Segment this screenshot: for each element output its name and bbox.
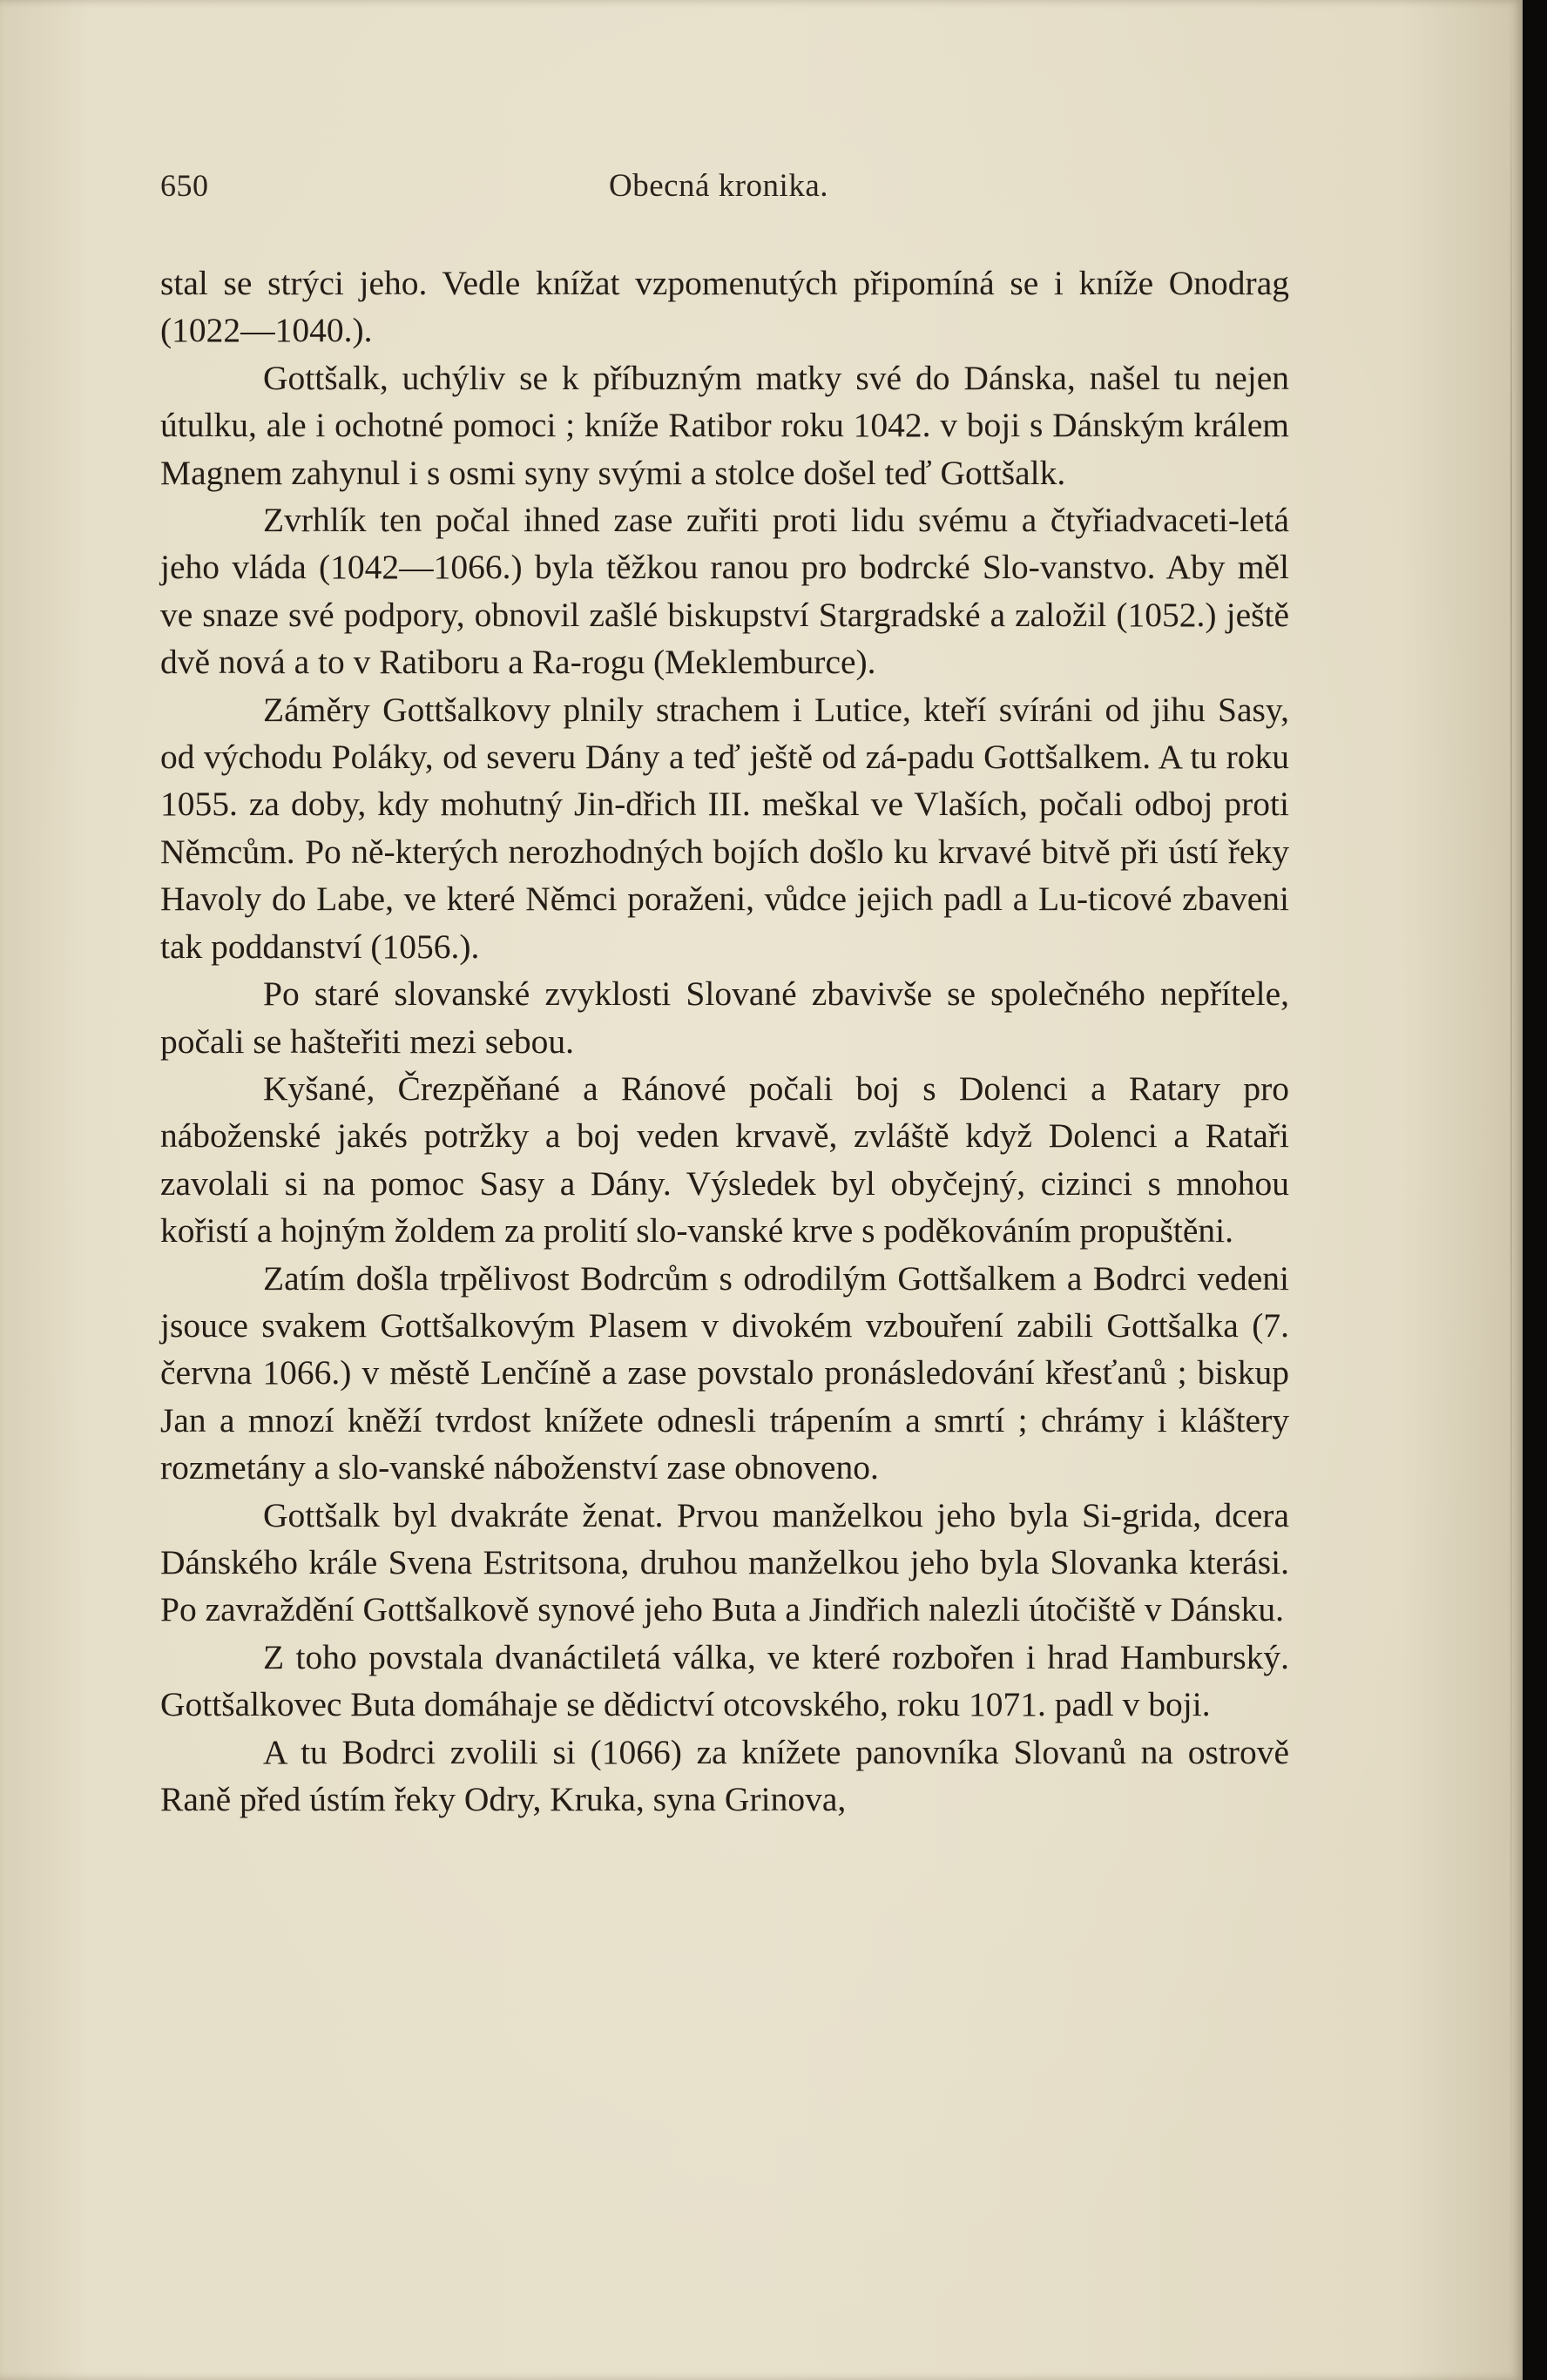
paragraph: Gottšalk, uchýliv se k příbuzným matky své do Dánska, našel tu nejen útulku, ale i ochotné pomoci ; kníže Ratibor roku 1042. v boji s Dánským králem Magnem zahynul i s osmi syny svými a stolce došel teď Gottšalk. [160, 358, 1289, 492]
paragraph: stal se strýci jeho. Vedle knížat vzpomenutých připomíná se i kníže Onodrag (1022—1040.). [160, 264, 1289, 350]
paragraph: Zvrhlík ten počal ihned zase zuřiti proti lidu svému a čtyřiadvaceti-letá jeho vláda (1042—1066.) byla těžkou ranou pro bodrcké Slo-vanstvo. Aby měl ve snaze své podpory, obnovil zašlé biskupství Stargradské a založil (1052.) ještě dvě nová a to v Ratiboru a Ra-rogu (Meklemburce). [160, 501, 1289, 682]
paragraph: A tu Bodrci zvolili si (1066) za knížete panovníka Slovanů na ostrově Raně před ústím řeky Odry, Kruka, syna Grinova, [160, 1732, 1289, 1818]
paragraph: Gottšalk byl dvakráte ženat. Prvou manželkou jeho byla Si-grida, dcera Dánského krále Svena Estritsona, druhou manželkou jeho byla Slovanka kterási. Po zavraždění Gottšalkově synové jeho Buta a Jindřich nalezli útočiště v Dánsku. [160, 1495, 1289, 1629]
paragraph: Záměry Gottšalkovy plnily strachem i Lutice, kteří svíráni od jihu Sasy, od východu Poláky, od severu Dány a teď ještě od zá-padu Gottšalkem. A tu roku 1055. za doby, kdy mohutný Jin-dřich III. meškal ve Vlaších, počali odboj proti Němcům. Po ně-kterých nerozhodných bojích došlo ku krvavé bitvě při ústí řeky Havoly do Labe, ve které Němci poraženi, vůdce jejich padl a Lu-ticové zbaveni tak poddanství (1056.). [160, 690, 1289, 966]
paragraph: Kyšané, Črezpěňané a Ránové počali boj s Dolenci a Ratary pro náboženské jakés potržky a boj veden krvavě, zvláště když Dolenci a Rataři zavolali si na pomoc Sasy a Dány. Výsledek byl obyčejný, cizinci s mnohou kořistí a hojným žoldem za prolití slo-vanské krve s poděkováním propuštěni. [160, 1069, 1289, 1251]
paragraph: Zatím došla trpělivost Bodrcům s odrodilým Gottšalkem a Bodrci vedeni jsouce svakem Gottšalkovým Plasem v divokém vzbouření zabili Gottšalka (7. června 1066.) v městě Lenčíně a zase povstalo pronásledování křesťanů ; biskup Jan a mnozí kněží tvrdost knížete odnesli trápením a smrtí ; chrámy i kláštery rozmetány a slo-vanské náboženství zase obnoveno. [160, 1258, 1289, 1487]
page-number: 650 [160, 168, 209, 203]
body-text [160, 260, 1289, 1823]
running-title: Obecná kronika. [608, 168, 828, 204]
paragraph: Po staré slovanské zvyklosti Slované zbavivše se společného nepřítele, počali se hašteřiti mezi sebou. [160, 974, 1289, 1061]
page-edge-shadow [1510, 26, 1512, 2351]
paragraph: Z toho povstala dvanáctiletá válka, ve které rozbořen i hrad Hamburský. Gottšalkovec Buta domáhaje se dědictví otcovského, roku 1071. padl v boji. [160, 1637, 1289, 1724]
